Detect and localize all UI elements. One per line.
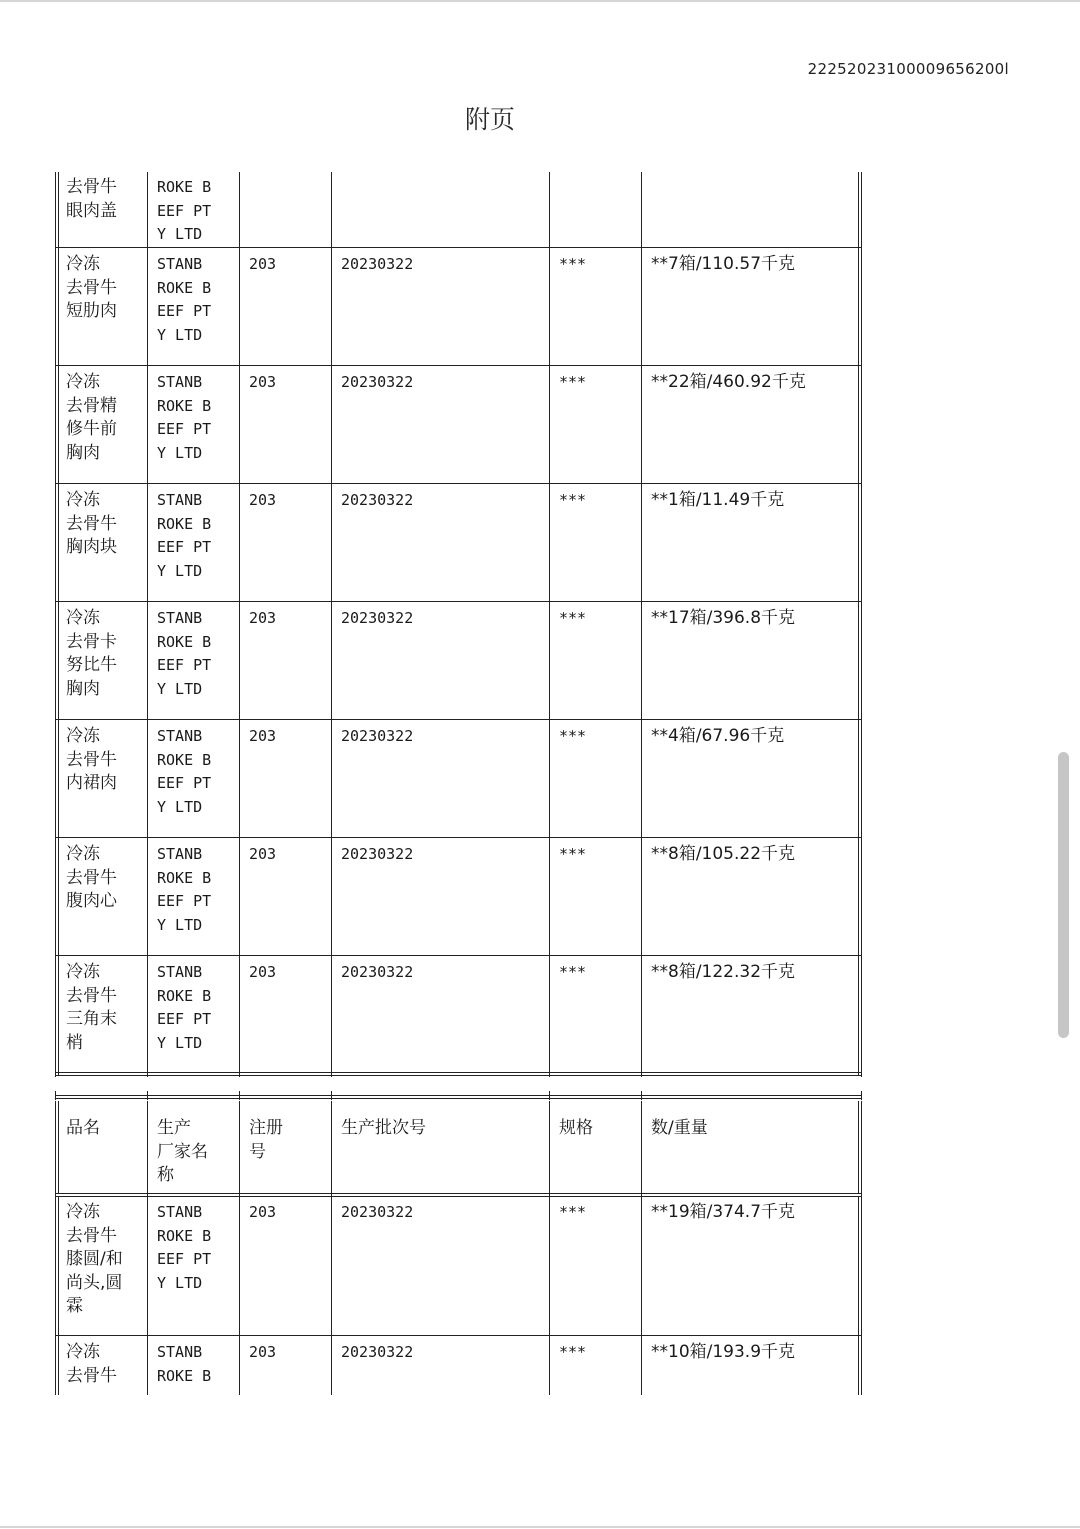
maker-cell: Y LTD — [157, 325, 203, 344]
column-divider — [549, 172, 550, 249]
table-outer-border — [58, 721, 59, 839]
column-divider — [147, 721, 148, 839]
maker-cell: ROKE B — [157, 868, 212, 887]
table-outer-border — [858, 957, 859, 1075]
column-divider — [147, 249, 148, 367]
column-divider — [239, 603, 240, 721]
column-divider — [549, 603, 550, 721]
qty-cell: **22箱/460.92千克 — [651, 372, 806, 392]
batch-cell: 20230322 — [341, 1343, 414, 1361]
column-divider — [549, 485, 550, 603]
column-header: 规格 — [559, 1118, 593, 1138]
table-outer-border — [55, 485, 56, 603]
row-divider — [55, 365, 862, 366]
column-divider — [331, 839, 332, 957]
maker-cell: EEF PT — [157, 201, 212, 220]
name-cell: 胸肉 — [66, 678, 100, 699]
table-outer-border — [858, 172, 859, 249]
column-divider — [147, 839, 148, 957]
maker-cell: STANB — [157, 963, 203, 981]
table-outer-border — [58, 1197, 59, 1337]
qty-cell: **1箱/11.49千克 — [651, 490, 785, 510]
maker-cell: ROKE B — [157, 178, 212, 196]
table-outer-border — [858, 603, 859, 721]
column-header: 生产 — [157, 1118, 191, 1138]
name-cell: 冷冻 — [66, 490, 100, 510]
table-outer-border — [861, 249, 862, 367]
name-cell: 去骨牛 — [66, 985, 117, 1006]
name-cell: 冷冻 — [66, 608, 100, 628]
table-outer-border — [858, 1337, 859, 1395]
maker-cell: Y LTD — [157, 1273, 203, 1292]
table-outer-border — [55, 603, 56, 721]
name-cell: 努比牛 — [66, 655, 117, 675]
column-divider — [331, 603, 332, 721]
maker-cell: Y LTD — [157, 443, 203, 462]
qty-cell: **8箱/122.32千克 — [651, 962, 796, 982]
name-cell: 去骨牛 — [66, 749, 117, 770]
table-outer-border — [858, 249, 859, 367]
double-rule — [55, 1193, 862, 1197]
column-divider — [641, 1101, 642, 1193]
spec-cell: *** — [559, 1203, 587, 1221]
maker-cell: STANB — [157, 373, 203, 391]
table-outer-border — [858, 721, 859, 839]
reg-cell: 203 — [249, 491, 277, 509]
column-divider — [641, 957, 642, 1075]
rule-cross — [549, 1091, 550, 1100]
column-divider — [549, 957, 550, 1075]
column-divider — [331, 957, 332, 1075]
column-divider — [239, 1337, 240, 1395]
table-outer-border — [861, 1337, 862, 1395]
maker-cell: ROKE B — [157, 396, 212, 415]
maker-cell: ROKE B — [157, 986, 212, 1005]
name-cell: 冷冻 — [66, 372, 100, 392]
column-divider — [331, 485, 332, 603]
table-outer-border — [58, 485, 59, 603]
spec-cell: *** — [559, 609, 587, 627]
qty-cell: **7箱/110.57千克 — [651, 254, 796, 274]
column-divider — [549, 249, 550, 367]
column-divider — [641, 1337, 642, 1395]
table-outer-border — [858, 1101, 859, 1193]
maker-cell: STANB — [157, 845, 203, 863]
column-header: 数/重量 — [651, 1118, 708, 1138]
maker-cell: EEF PT — [157, 538, 212, 556]
row-divider — [55, 719, 862, 720]
table-outer-border — [55, 957, 56, 1075]
reg-cell: 203 — [249, 373, 277, 391]
column-divider — [331, 249, 332, 367]
table-outer-border — [55, 172, 56, 249]
maker-cell: ROKE B — [157, 278, 212, 297]
column-divider — [641, 172, 642, 249]
name-cell: 腹肉心 — [66, 891, 117, 911]
column-divider — [147, 367, 148, 485]
column-divider — [549, 1337, 550, 1395]
maker-cell: ROKE B — [157, 632, 212, 651]
spec-cell: *** — [559, 491, 587, 509]
goods-table-continued — [55, 172, 862, 1079]
maker-cell: Y LTD — [157, 797, 203, 816]
column-divider — [239, 721, 240, 839]
rule-cross — [55, 1091, 56, 1100]
name-cell: 尚头,圆 — [66, 1272, 123, 1293]
name-cell: 冷冻 — [66, 962, 100, 982]
rule-cross — [331, 1091, 332, 1100]
double-rule — [55, 1095, 862, 1099]
batch-cell: 20230322 — [341, 609, 414, 627]
column-divider — [147, 957, 148, 1075]
name-cell: 去骨牛 — [66, 513, 117, 534]
reg-cell: 203 — [249, 1203, 277, 1221]
row-divider — [55, 1335, 862, 1336]
maker-cell: EEF PT — [157, 1010, 212, 1028]
table-outer-border — [58, 839, 59, 957]
table-outer-border — [58, 1101, 59, 1193]
table-outer-border — [861, 839, 862, 957]
reg-cell: 203 — [249, 1343, 277, 1361]
column-divider — [239, 1197, 240, 1337]
table-outer-border — [55, 721, 56, 839]
table-outer-border — [58, 367, 59, 485]
column-divider — [239, 1101, 240, 1193]
reg-cell: 203 — [249, 255, 277, 273]
qty-cell: **10箱/193.9千克 — [651, 1342, 796, 1362]
table-outer-border — [55, 839, 56, 957]
maker-cell: EEF PT — [157, 892, 212, 910]
rule-cross — [641, 1068, 642, 1077]
top-border-line — [0, 0, 1080, 2]
name-cell: 冷冻 — [66, 1202, 100, 1222]
column-divider — [641, 1197, 642, 1337]
column-header: 注册 — [249, 1118, 283, 1138]
column-divider — [147, 1337, 148, 1395]
name-cell: 去骨牛 — [66, 277, 117, 298]
batch-cell: 20230322 — [341, 845, 414, 863]
column-header: 厂家名 — [157, 1141, 208, 1162]
name-cell: 冷冻 — [66, 726, 100, 746]
table-outer-border — [58, 957, 59, 1075]
column-divider — [331, 1337, 332, 1395]
table-outer-border — [861, 1197, 862, 1337]
reg-cell: 203 — [249, 963, 277, 981]
name-cell: 膝圆/和 — [66, 1249, 123, 1269]
table-outer-border — [858, 367, 859, 485]
column-divider — [641, 367, 642, 485]
column-header: 品名 — [66, 1118, 100, 1138]
maker-cell: EEF PT — [157, 302, 212, 320]
batch-cell: 20230322 — [341, 1203, 414, 1221]
row-divider — [55, 483, 862, 484]
column-divider — [641, 249, 642, 367]
column-divider — [239, 485, 240, 603]
rule-cross — [549, 1068, 550, 1077]
column-divider — [239, 839, 240, 957]
spec-cell: *** — [559, 963, 587, 981]
maker-cell: STANB — [157, 609, 203, 627]
name-cell: 去骨卡 — [66, 631, 117, 652]
table-outer-border — [858, 839, 859, 957]
rule-cross — [861, 1068, 862, 1077]
name-cell: 去骨牛 — [66, 867, 117, 888]
rule-cross — [239, 1091, 240, 1100]
reg-cell: 203 — [249, 609, 277, 627]
rule-cross — [641, 1091, 642, 1100]
maker-cell: EEF PT — [157, 420, 212, 438]
table-outer-border — [861, 721, 862, 839]
table-outer-border — [858, 1197, 859, 1337]
column-divider — [549, 1197, 550, 1337]
column-divider — [331, 172, 332, 249]
batch-cell: 20230322 — [341, 727, 414, 745]
name-cell: 去骨牛 — [66, 1365, 117, 1386]
maker-cell: EEF PT — [157, 656, 212, 674]
table-outer-border — [55, 1101, 56, 1193]
rule-cross — [55, 1068, 56, 1077]
row-divider — [55, 601, 862, 602]
table-outer-border — [861, 957, 862, 1075]
column-divider — [147, 1197, 148, 1337]
reg-cell: 203 — [249, 727, 277, 745]
column-divider — [239, 957, 240, 1075]
table-outer-border — [58, 172, 59, 249]
row-divider — [55, 247, 862, 248]
page-title: 附页 — [464, 105, 515, 134]
column-divider — [239, 172, 240, 249]
maker-cell: Y LTD — [157, 679, 203, 698]
document-number: 22252023100009656200l — [807, 60, 1009, 78]
column-divider — [331, 1101, 332, 1193]
spec-cell: *** — [559, 255, 587, 273]
table-outer-border — [58, 249, 59, 367]
table-outer-border — [55, 1337, 56, 1395]
spec-cell: *** — [559, 727, 587, 745]
row-divider — [55, 955, 862, 956]
maker-cell: STANB — [157, 727, 203, 745]
table-outer-border — [861, 603, 862, 721]
batch-cell: 20230322 — [341, 491, 414, 509]
table-outer-border — [58, 603, 59, 721]
column-divider — [331, 1197, 332, 1337]
column-header: 号 — [249, 1141, 266, 1162]
column-divider — [147, 172, 148, 249]
maker-cell: Y LTD — [157, 1033, 203, 1052]
maker-cell: STANB — [157, 1203, 203, 1221]
column-divider — [549, 839, 550, 957]
name-cell: 三角末 — [66, 1009, 117, 1029]
rule-cross — [331, 1068, 332, 1077]
table-outer-border — [55, 249, 56, 367]
column-divider — [239, 367, 240, 485]
bottom-border-line — [0, 1526, 1080, 1528]
column-divider — [331, 721, 332, 839]
name-cell: 短肋肉 — [66, 301, 117, 321]
maker-cell: ROKE B — [157, 1366, 212, 1385]
name-cell: 梢 — [66, 1032, 83, 1053]
name-cell: 冷冻 — [66, 1342, 100, 1362]
column-divider — [641, 721, 642, 839]
maker-cell: ROKE B — [157, 514, 212, 533]
goods-table-with-header — [55, 1095, 862, 1395]
column-divider — [549, 721, 550, 839]
name-cell: 去骨牛 — [66, 177, 117, 197]
name-cell: 去骨精 — [66, 395, 117, 416]
batch-cell: 20230322 — [341, 963, 414, 981]
table-outer-border — [861, 367, 862, 485]
batch-cell: 20230322 — [341, 373, 414, 391]
spec-cell: *** — [559, 373, 587, 391]
column-divider — [331, 367, 332, 485]
qty-cell: **8箱/105.22千克 — [651, 844, 796, 864]
scrollbar-thumb[interactable] — [1058, 752, 1069, 1038]
name-cell: 修牛前 — [66, 419, 117, 439]
name-cell: 冷冻 — [66, 844, 100, 864]
qty-cell: **17箱/396.8千克 — [651, 608, 796, 628]
maker-cell: EEF PT — [157, 774, 212, 792]
name-cell: 胸肉块 — [66, 537, 117, 557]
spec-cell: *** — [559, 1343, 587, 1361]
column-divider — [147, 1101, 148, 1193]
reg-cell: 203 — [249, 845, 277, 863]
rule-cross — [861, 1091, 862, 1100]
rule-cross — [147, 1091, 148, 1100]
maker-cell: STANB — [157, 255, 203, 273]
maker-cell: ROKE B — [157, 1226, 212, 1245]
name-cell: 霖 — [66, 1296, 83, 1316]
maker-cell: STANB — [157, 1343, 203, 1361]
column-divider — [641, 603, 642, 721]
maker-cell: Y LTD — [157, 561, 203, 580]
qty-cell: **19箱/374.7千克 — [651, 1202, 796, 1222]
column-divider — [549, 1101, 550, 1193]
batch-cell: 20230322 — [341, 255, 414, 273]
maker-cell: EEF PT — [157, 1250, 212, 1268]
rule-cross — [147, 1068, 148, 1077]
name-cell: 冷冻 — [66, 254, 100, 274]
qty-cell: **4箱/67.96千克 — [651, 726, 785, 746]
maker-cell: ROKE B — [157, 750, 212, 769]
name-cell: 胸肉 — [66, 442, 100, 463]
column-divider — [239, 249, 240, 367]
column-header: 称 — [157, 1165, 174, 1185]
column-header: 生产批次号 — [341, 1118, 426, 1138]
table-outer-border — [861, 1101, 862, 1193]
table-outer-border — [861, 172, 862, 249]
maker-cell: Y LTD — [157, 915, 203, 934]
table-outer-border — [58, 1337, 59, 1395]
column-divider — [147, 485, 148, 603]
maker-cell: Y LTD — [157, 225, 203, 243]
table-outer-border — [55, 1197, 56, 1337]
table-outer-border — [55, 367, 56, 485]
table-outer-border — [858, 485, 859, 603]
double-rule — [55, 1072, 862, 1076]
column-divider — [147, 603, 148, 721]
table-outer-border — [861, 485, 862, 603]
row-divider — [55, 837, 862, 838]
rule-cross — [239, 1068, 240, 1077]
name-cell: 眼肉盖 — [66, 200, 117, 221]
column-divider — [641, 839, 642, 957]
column-divider — [549, 367, 550, 485]
spec-cell: *** — [559, 845, 587, 863]
column-divider — [641, 485, 642, 603]
maker-cell: STANB — [157, 491, 203, 509]
name-cell: 去骨牛 — [66, 1225, 117, 1246]
name-cell: 内裙肉 — [66, 773, 117, 793]
